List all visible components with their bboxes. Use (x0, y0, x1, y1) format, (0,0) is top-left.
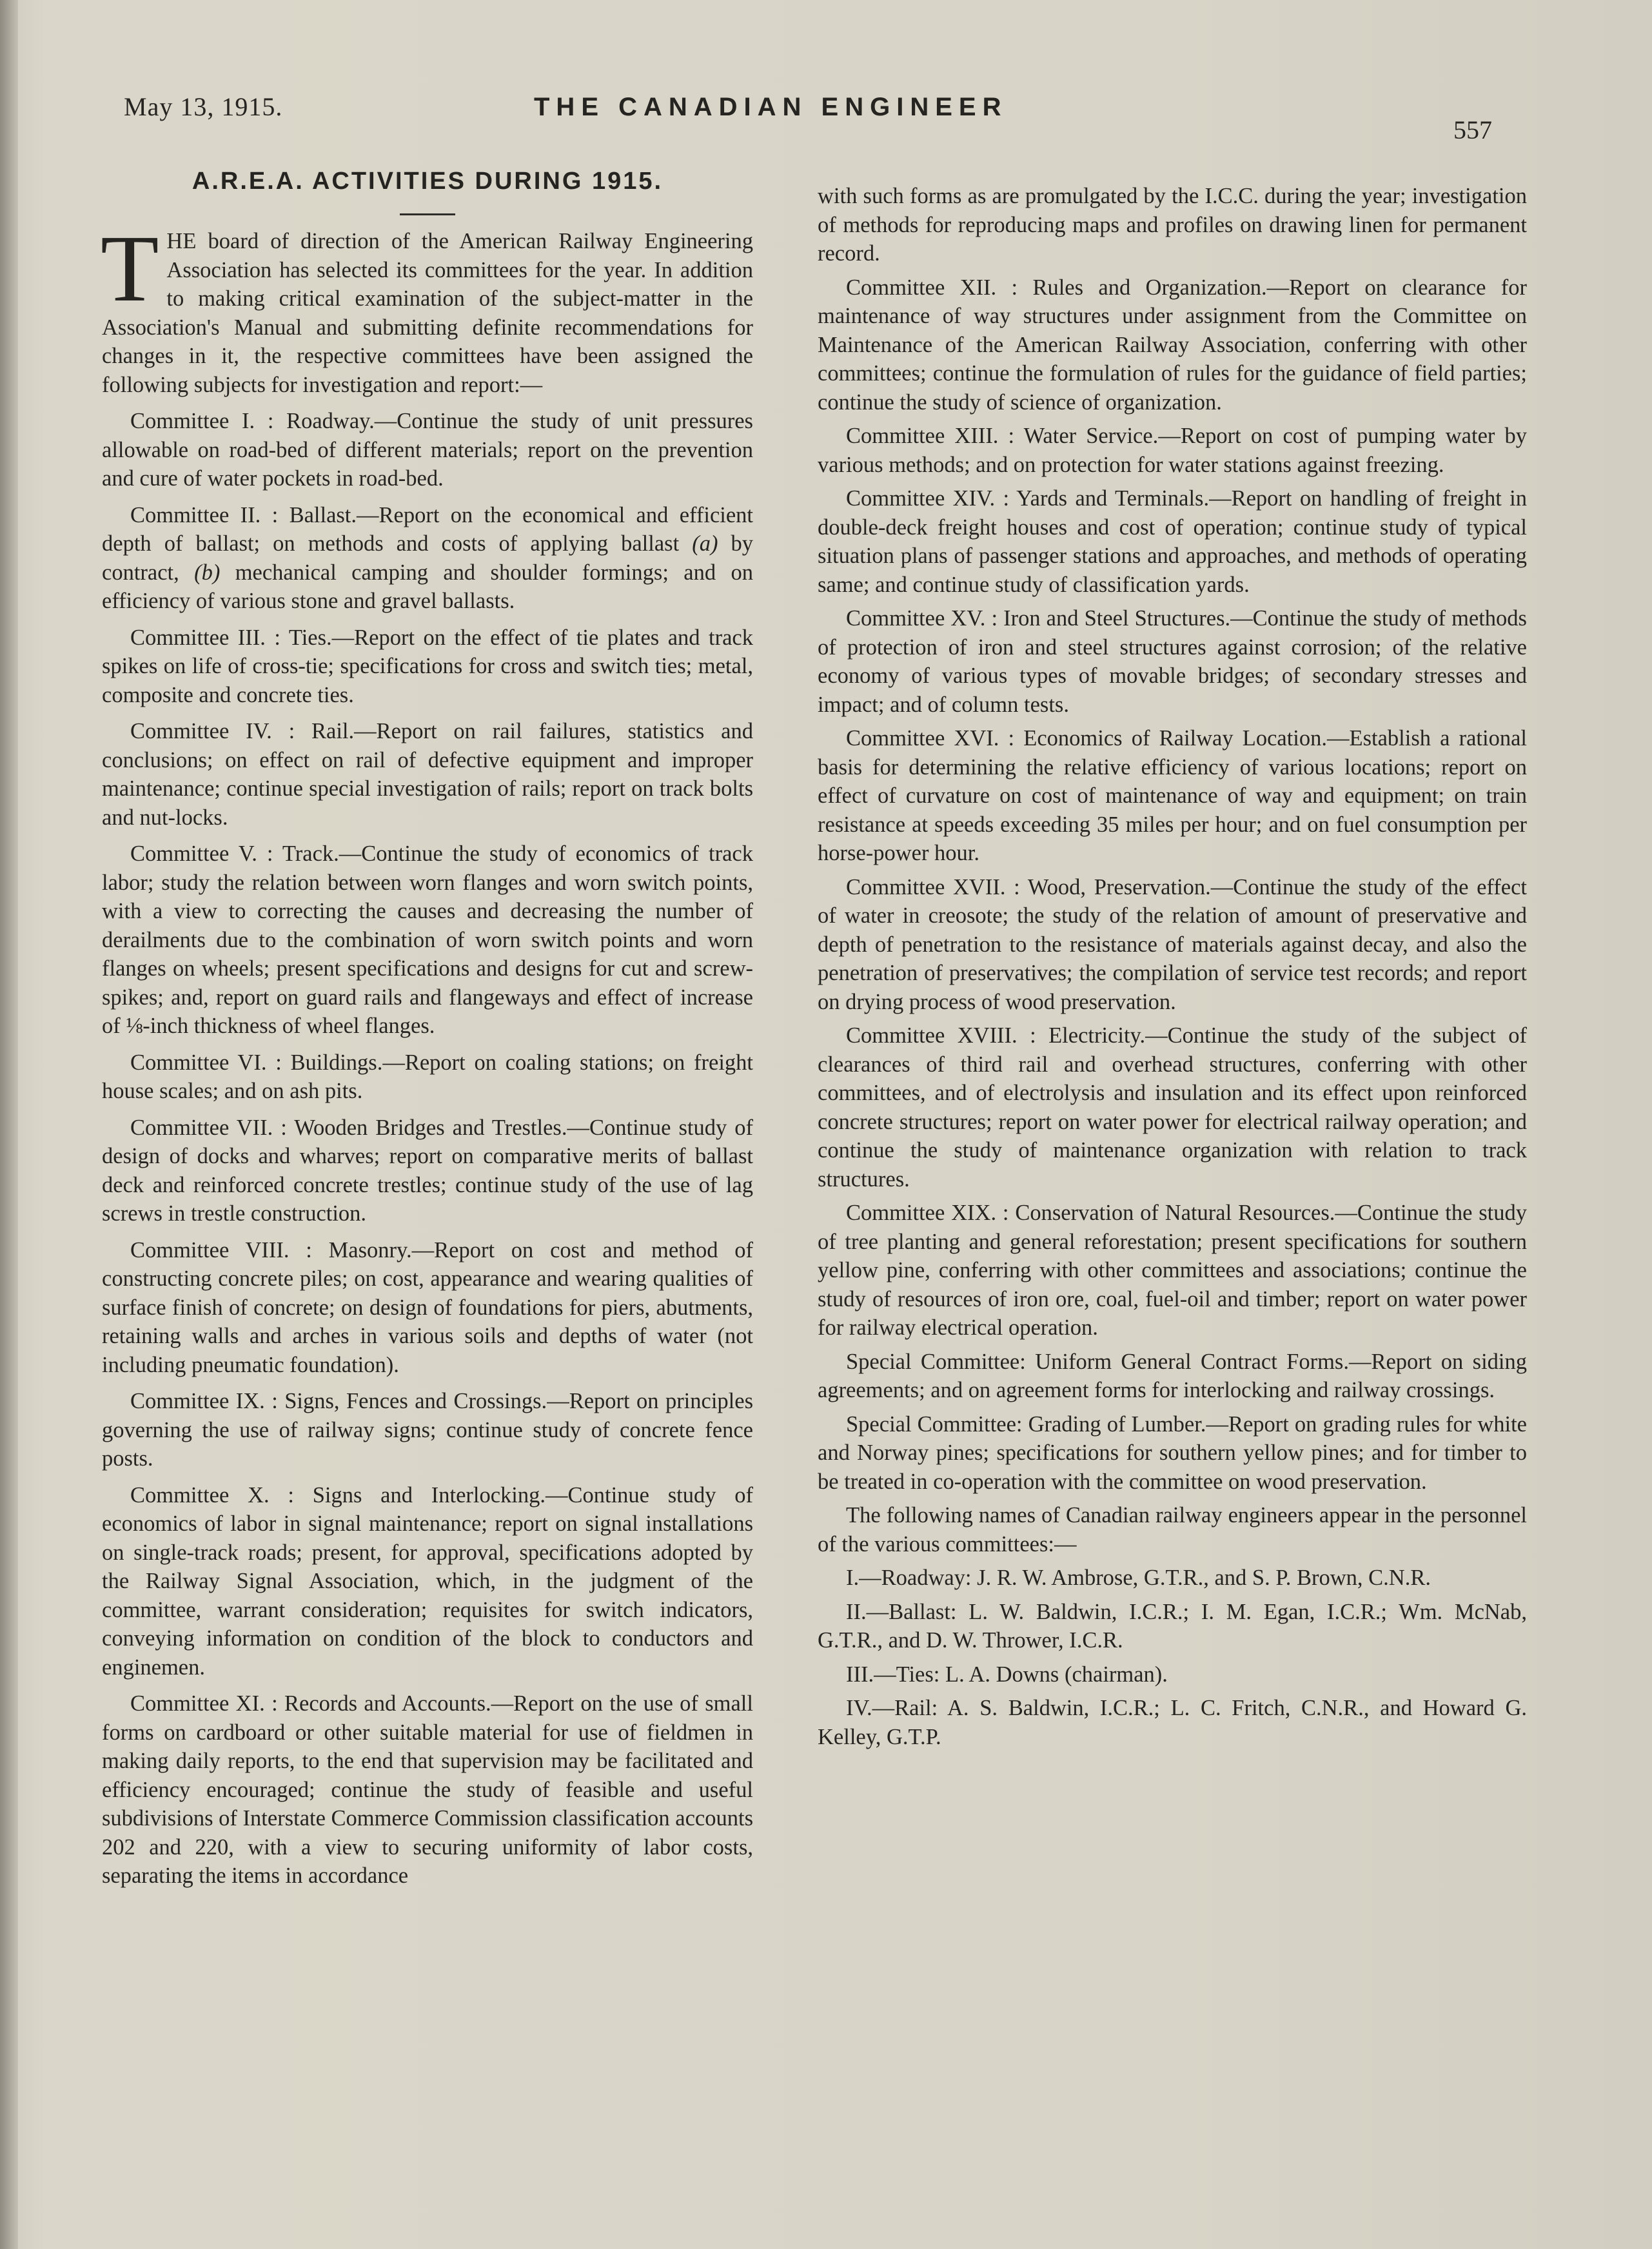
committee-paragraph (102, 717, 753, 832)
committee-text: with such forms as are promulgated by the I.C.C. during the year; investigation of methods for reproducing maps and profiles on drawing linen for permanent record. (818, 184, 1527, 266)
committee-text: mechanical camping and shoulder formings; and on efficiency of various stone and gravel ballasts. (102, 560, 753, 613)
committee-paragraph (102, 1236, 753, 1380)
committee-text: —Continue study of design of docks and wharves; report on comparative merits of ballast deck and reinforced concrete trestles; continue study of the use of lag screws in trestle construction. (102, 1115, 753, 1226)
committee-paragraph (818, 1348, 1527, 1405)
committee-text: —Report on handling of freight in double-deck freight houses and cost of operation; continue study of typical situation plans of passenger stations and approaches, and methods of operating same; and continue study of classification yards. (818, 486, 1527, 597)
left-column (102, 168, 753, 1891)
committee-paragraph (102, 1689, 753, 1891)
committee-text: —Continue study of economics of labor in signal maintenance; report on signal installations on single-track roads; present, for approval, specifications adopted by the Railway Signal Association, which, in the judgment of the committee, warrant consideration; requisites for switch indicators, conveying information on condition of the block to conductors and enginemen. (102, 1482, 753, 1680)
committee-text: —Continue the study of the effect of water in creosote; the study of the relation of amount of preservative and depth of penetration to the resistance of materials against decay, and also the penetration of preservatives; the compilation of service test records; and report on drying process of wood preservation. (818, 874, 1527, 1014)
personnel-item (818, 1564, 1527, 1593)
committee-paragraph (102, 501, 753, 616)
committee-text: —Report on principles governing the use of railway signs; continue study of concrete fence posts. (102, 1389, 753, 1471)
committee-text: —Establish a rational basis for determining the relative efficiency of various locations; report on effect of curvature on cost of maintenance of way and equipment; on train resistance at speeds exceeding 35 miles per hour; and on fuel consumption per horse-power hour. (818, 726, 1527, 865)
committee-name: Committee XV. : Iron and Steel Structures. (846, 606, 1231, 631)
committee-paragraph (818, 724, 1527, 868)
committee-name: Committee XII. : Rules and Organization. (846, 275, 1267, 300)
committee-name: Committee XVII. : Wood, Preservation. (846, 874, 1211, 899)
committee-name: Committee VI. : Buildings. (130, 1050, 383, 1075)
binding-shadow (0, 0, 18, 2249)
item-marker: (a) (692, 531, 718, 556)
committee-name: Committee XIII. : Water Service. (846, 424, 1159, 448)
personnel-item (818, 1598, 1527, 1655)
committee-text: —Report on the economical and efficient depth of ballast; on methods and costs of applying ballast (102, 502, 753, 556)
intro-paragraph (101, 216, 753, 399)
committee-paragraph (102, 407, 753, 493)
right-column (818, 182, 1527, 1751)
committee-name: Committee XIX. : Conservation of Natural Resources. (846, 1201, 1335, 1225)
committee-text: —Report on grading rules for white and Norway pines; specifications for southern yellow pines; and for timber to be treated in co-operation with the committee on wood preservation. (818, 1411, 1527, 1494)
committee-text: —Report on cost of pumping water by various methods; and on protection for water stations against freezing. (818, 424, 1527, 477)
committee-text: —Report on clearance for maintenance of way structures under assignment from the Committee on Maintenance of the American Railway Association, conferring with other committees; continue the formulation of rules for the guidance of field parties; continue the study of science of organization. (818, 275, 1527, 415)
committee-text: —Continue the study of methods of protection of iron and steel structures against corrosion; of the relative economy of various types of movable bridges; of secondary stresses and impact; and of column tests. (818, 606, 1527, 717)
committee-text: —Report on rail failures, statistics and conclusions; on effect on rail of defective equipment and improper maintenance; continue special investigation of rails; report on track bolts and nut-locks. (102, 719, 753, 830)
committee-paragraph (818, 873, 1527, 1017)
personnel-label: II.—Ballast: (846, 1599, 957, 1624)
intro-text: HE board of direction of the American Railway Engineering Association has selected its committees for the year. In addition to making critical examination of the subject-matter in the Association's Manual and submitting definite recommendations for changes in it, the respective committees have been assigned the following subjects for investigation and report:— (102, 229, 753, 397)
committee-paragraph (102, 1048, 753, 1106)
committee-paragraph (102, 1387, 753, 1473)
personnel-item (818, 1694, 1527, 1751)
committee-paragraph (818, 1410, 1527, 1497)
committee-name: Committee X. : Signs and Interlocking. (130, 1482, 546, 1508)
committee-text: by contract, (102, 531, 754, 585)
personnel-label: I.—Roadway: (846, 1566, 972, 1590)
committee-text: —Continue the study of the subject of clearances of third rail and overhead structures, conferring with other committees, and of electrolysis and insulation and its effect upon reinforced concrete structures; report on water power for electrical railway operation; and continue the study of maintenance organization with relation to track structures. (818, 1023, 1527, 1192)
running-head (0, 89, 1652, 144)
committee-paragraph (818, 273, 1527, 417)
committee-paragraph (102, 624, 753, 710)
committee-name: Special Committee: Uniform General Contract Forms. (846, 1349, 1349, 1374)
committee-paragraph (102, 840, 753, 1041)
committee-name: Committee I. : Roadway. (130, 409, 375, 433)
title-rule (400, 213, 455, 215)
personnel-names: J. R. W. Ambrose, G.T.R., and S. P. Brown, C.N.R. (977, 1566, 1431, 1590)
issue-date: May 13, 1915. (124, 92, 283, 121)
personnel-names: L. W. Baldwin, I.C.R.; I. M. Egan, I.C.R.; Wm. McNab, G.T.R., and D. W. Thrower, I.C.R. (818, 1599, 1527, 1653)
committee-text: —Continue the study of tree planting and general reforestation; present specifications for southern yellow pine, conferring with other committees and associations; continue the study of resources of iron ore, coal, fuel-oil and timber; report on water power for railway electrical operation. (818, 1201, 1527, 1340)
personnel-item (818, 1660, 1527, 1689)
committee-name: Committee XVIII. : Electricity. (846, 1023, 1146, 1048)
committee-text: —Report on the use of small forms on cardboard or other suitable material for use of fieldmen in making daily reports, to the end that supervision may be facilitated and efficiency encouraged; continue the study of feasible and useful subdivisions of Interstate Commerce Commission classification accounts 202 and 220, with a view to securing uniformity of labor costs, separating the items in accordance (102, 1691, 753, 1888)
committee-paragraph (818, 484, 1527, 599)
committee-paragraph (818, 1021, 1527, 1193)
committee-name: Committee XVI. : Economics of Railway Location. (846, 726, 1328, 751)
article-title: A.R.E.A. ACTIVITIES DURING 1915. (192, 168, 664, 195)
committee-name: Committee III. : Ties. (130, 625, 332, 650)
committee-text: —Report on the effect of tie plates and track spikes on life of cross-tie; specifications for cross and switch ties; metal, composite and concrete ties. (102, 625, 753, 707)
committee-text: —Continue the study of unit pressures allowable on road-bed of different materials; report on the prevention and cure of water pockets in road-bed. (102, 409, 753, 491)
personnel-label: III.—Ties: (846, 1662, 940, 1687)
committee-name: Committee II. : Ballast. (130, 502, 357, 527)
committee-paragraph (818, 604, 1527, 719)
continued-paragraph (818, 182, 1527, 268)
committee-name: Special Committee: Grading of Lumber. (846, 1411, 1206, 1437)
personnel-names: A. S. Baldwin, I.C.R.; L. C. Fritch, C.N.R., and Howard G. Kelley, G.T.P. (818, 1696, 1527, 1749)
committee-name: Committee IV. : Rail. (130, 719, 355, 743)
committee-text: —Report on coaling stations; on freight house scales; and on ash pits. (102, 1050, 753, 1103)
publication-title: THE CANADIAN ENGINEER (534, 93, 1008, 121)
committee-text: —Report on cost and method of constructing concrete piles; on cost, appearance and wearing qualities of surface finish of concrete; on design of foundations for piers, abutments, retaining walls and arches in various soils and depths of water (not including pneumatic foundation). (102, 1237, 753, 1377)
page-number: 557 (1453, 115, 1492, 144)
drop-cap: T (101, 216, 159, 322)
committee-name: Committee IX. : Signs, Fences and Crossings. (130, 1389, 547, 1413)
item-marker: (b) (194, 560, 221, 585)
committee-paragraph (818, 1199, 1527, 1342)
committee-text: —Report on siding agreements; and on agreement forms for interlocking and railway crossings. (818, 1349, 1528, 1402)
committee-name: Committee XI. : Records and Accounts. (130, 1691, 491, 1716)
canadian-intro-paragraph: The following names of Canadian railway engineers appear in the personnel of the various committees:— (818, 1503, 1527, 1557)
committee-text: —Continue the study of economics of track labor; study the relation between worn flanges and worn switch points, with a view to correcting the causes and decreasing the number of derailments due to the combination of worn switch points and worn flanges on wheels; present specifications and designs for cut and screw-spikes; and, report on guard rails and flangeways and effect of increase of ⅛-inch thickness of wheel flanges. (102, 841, 753, 1038)
personnel-names: L. A. Downs (chairman). (945, 1662, 1168, 1687)
committee-name: Committee VIII. : Masonry. (130, 1237, 412, 1262)
committee-paragraph (818, 422, 1527, 479)
committee-name: Committee VII. : Wooden Bridges and Trestles. (130, 1115, 567, 1140)
committee-name: Committee V. : Track. (130, 841, 339, 866)
personnel-label: IV.—Rail: (846, 1696, 938, 1720)
committee-paragraph (102, 1481, 753, 1682)
committee-name: Committee XIV. : Yards and Terminals. (846, 486, 1210, 511)
committee-paragraph (102, 1114, 753, 1228)
